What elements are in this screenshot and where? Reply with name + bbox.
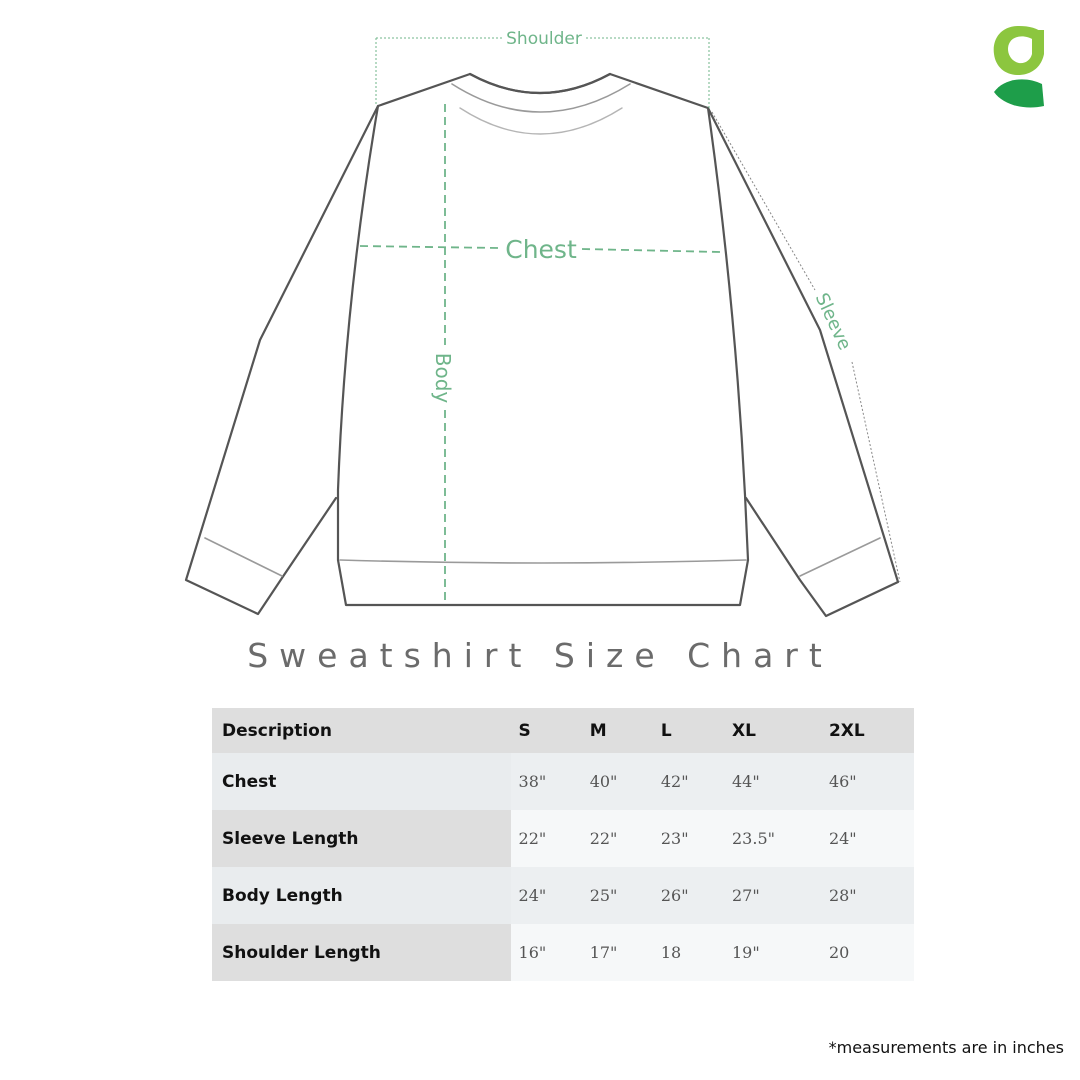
measurement-footnote: *measurements are in inches bbox=[828, 1038, 1064, 1057]
sleeve-label: Sleeve bbox=[810, 289, 856, 354]
table-cell: 38" bbox=[511, 753, 590, 810]
table-cell: 24" bbox=[829, 810, 914, 867]
left-sleeve-outline bbox=[186, 106, 378, 614]
header-size-2xl: 2XL bbox=[829, 708, 914, 753]
table-cell: 42" bbox=[661, 753, 732, 810]
header-size-xl: XL bbox=[732, 708, 829, 753]
size-table bbox=[212, 708, 914, 981]
shoulder-label: Shoulder bbox=[506, 29, 582, 49]
table-cell: 20 bbox=[829, 924, 914, 981]
header-size-l: L bbox=[661, 708, 732, 753]
row-label-body-length: Body Length bbox=[212, 867, 511, 924]
leaf-g-logo-icon bbox=[986, 20, 1052, 112]
header-size-m: M bbox=[590, 708, 661, 753]
table-cell: 44" bbox=[732, 753, 829, 810]
table-row bbox=[212, 753, 914, 810]
table-row bbox=[212, 924, 914, 981]
table-cell: 25" bbox=[590, 867, 661, 924]
row-label-chest: Chest bbox=[212, 753, 511, 810]
table-cell: 26" bbox=[661, 867, 732, 924]
table-cell: 18 bbox=[661, 924, 732, 981]
row-label-shoulder-length: Shoulder Length bbox=[212, 924, 511, 981]
table-cell: 23" bbox=[661, 810, 732, 867]
table-cell: 17" bbox=[590, 924, 661, 981]
table-cell: 19" bbox=[732, 924, 829, 981]
table-cell: 22" bbox=[590, 810, 661, 867]
body-label: Body bbox=[431, 352, 455, 404]
table-cell: 22" bbox=[511, 810, 590, 867]
table-cell: 46" bbox=[829, 753, 914, 810]
header-description: Description bbox=[212, 708, 511, 753]
table-cell: 24" bbox=[511, 867, 590, 924]
table-cell: 23.5" bbox=[732, 810, 829, 867]
table-row bbox=[212, 810, 914, 867]
page-title: Sweatshirt Size Chart bbox=[247, 636, 833, 675]
sweatshirt-body-outline bbox=[338, 74, 748, 605]
table-row bbox=[212, 867, 914, 924]
table-header-row bbox=[212, 708, 914, 753]
table-cell: 16" bbox=[511, 924, 590, 981]
table-cell: 40" bbox=[590, 753, 661, 810]
table-cell: 28" bbox=[829, 867, 914, 924]
header-size-s: S bbox=[511, 708, 590, 753]
chest-label: Chest bbox=[505, 235, 577, 264]
table-cell: 27" bbox=[732, 867, 829, 924]
row-label-sleeve-length: Sleeve Length bbox=[212, 810, 511, 867]
